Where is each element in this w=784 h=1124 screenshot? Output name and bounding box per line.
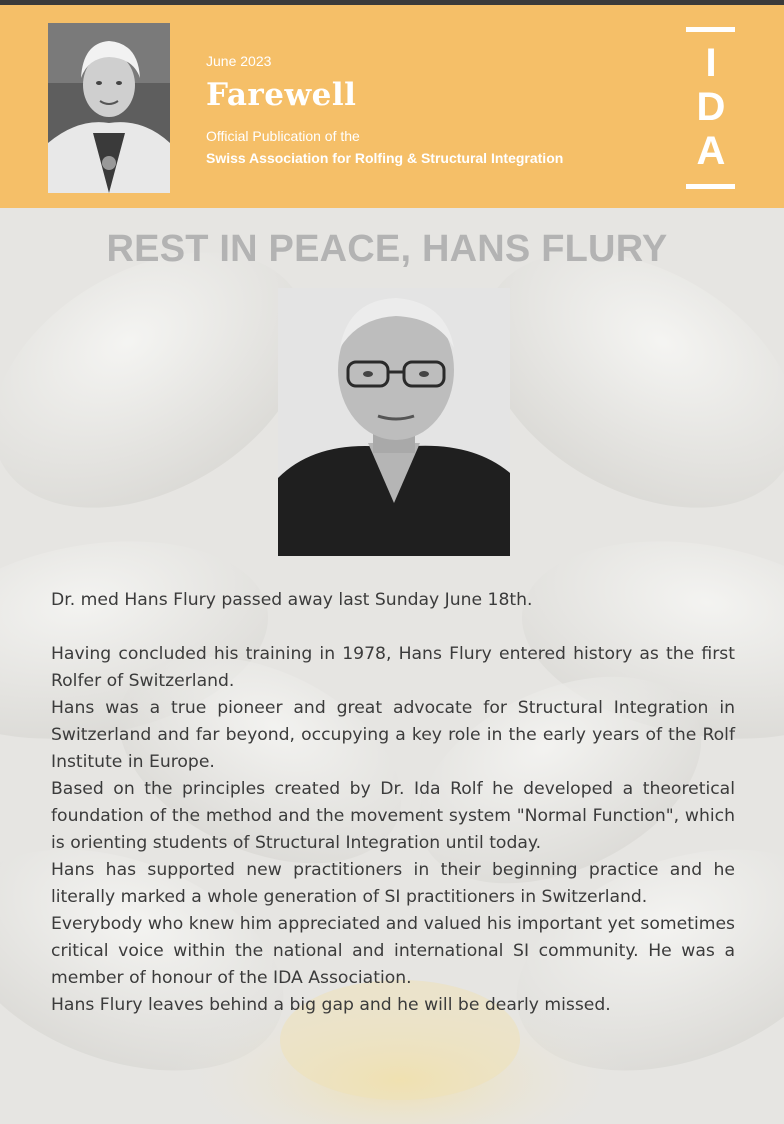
paragraph-2: Having concluded his training in 1978, Hans Flury entered history as the first Rolfer of Switzerland. [51, 644, 735, 691]
publication-subtitle: Official Publication of the [206, 128, 360, 144]
logo-bottom-bar [686, 184, 735, 189]
newsletter-header [0, 5, 784, 208]
logo-letters [686, 41, 736, 173]
ida-rolf-portrait [48, 23, 170, 193]
paragraph-7: Hans Flury leaves behind a big gap and he will be dearly missed. [51, 995, 611, 1015]
article-body [51, 587, 735, 1019]
logo-letter: D [696, 85, 726, 129]
logo-top-bar [686, 27, 735, 32]
paragraph-4: Based on the principles created by Dr. Ida Rolf he developed a theoretical foundation of the method and the movement system "Normal Function", which is orienting students of Structural Integration until today. [51, 779, 735, 853]
paragraph-1: Dr. med Hans Flury passed away last Sunday June 18th. [51, 590, 533, 610]
logo-letter: A [696, 129, 726, 173]
logo-letter: I [705, 41, 717, 85]
issue-date: June 2023 [206, 53, 272, 69]
top-border [0, 0, 784, 5]
association-name: Swiss Association for Rolfing & Structural Integration [206, 150, 564, 166]
paragraph-5: Hans has supported new practitioners in their beginning practice and he literally marked a whole generation of SI practitioners in Switzerland. [51, 860, 735, 907]
paragraph-3: Hans was a true pioneer and great advocate for Structural Integration in Switzerland and far beyond, occupying a key role in the early years of the Rolf Institute in Europe. [51, 698, 735, 772]
paragraph-6: Everybody who knew him appreciated and valued his important yet sometimes critical voice within the national and international SI community. He was a member of honour of the IDA Association. [51, 914, 735, 988]
hans-flury-photo [278, 288, 510, 556]
ida-logo [686, 27, 736, 191]
newsletter-title: Farewell [206, 77, 357, 113]
article-title: REST IN PEACE, HANS FLURY [106, 228, 668, 270]
